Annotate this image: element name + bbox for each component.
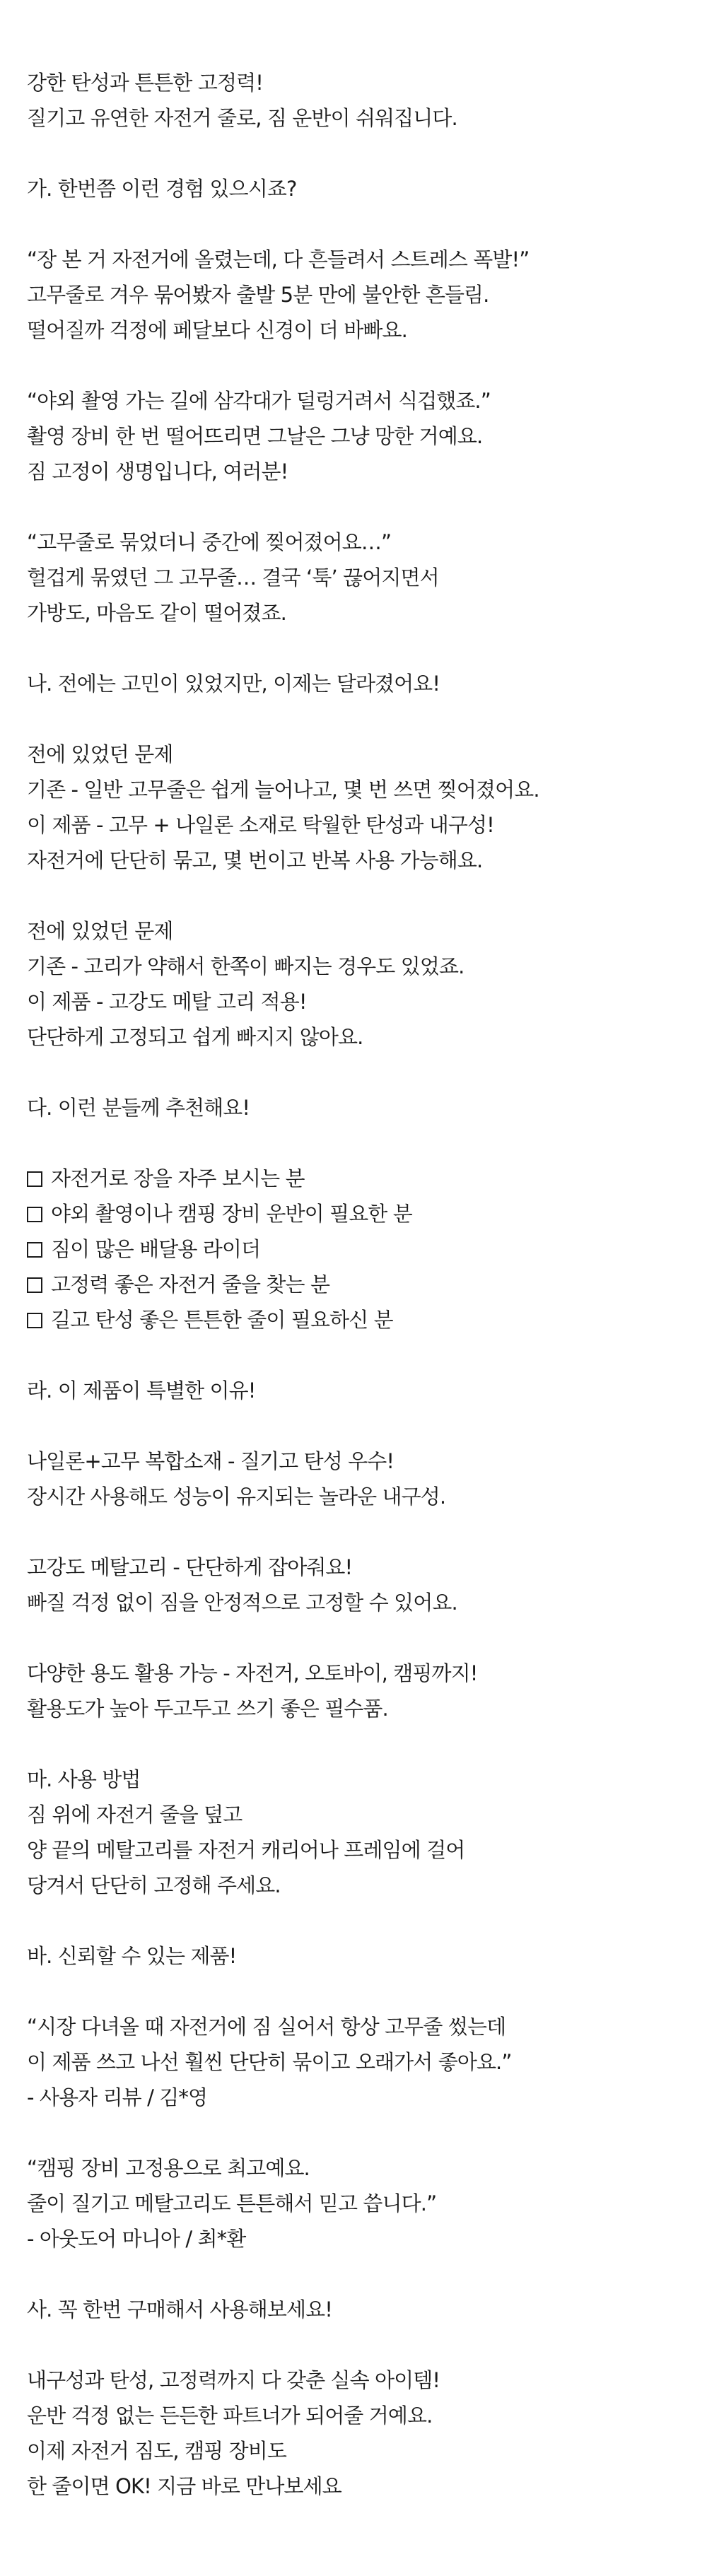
- problem-before: 기존 - 일반 고무줄은 쉽게 늘어나고, 몇 번 쓰면 찢어졌어요.: [27, 778, 539, 802]
- checkbox-icon: [27, 1277, 42, 1293]
- section-ba-heading: 바. 신뢰할 수 있는 제품!: [27, 1944, 237, 1968]
- intro-headline: 강한 탄성과 튼튼한 고정력!: [27, 71, 263, 95]
- quote-line: 짐 고정이 생명입니다, 여러분!: [27, 459, 288, 484]
- review-text: 줄이 질기고 메탈고리도 튼튼해서 믿고 씁니다.”: [27, 2191, 437, 2215]
- checkbox-icon: [27, 1207, 42, 1222]
- review-1: [27, 2009, 707, 2115]
- checklist-item: [27, 1161, 707, 1196]
- checkbox-icon: [27, 1313, 42, 1328]
- intro-block: [27, 65, 707, 136]
- checklist-item: [27, 1267, 707, 1302]
- closing-line: 운반 걱정 없는 든든한 파트너가 되어줄 거예요.: [27, 2404, 433, 2428]
- section-ga-heading-block: [27, 171, 707, 206]
- review-author: - 사용자 리뷰 / 김*영: [27, 2085, 208, 2109]
- quote-line: 헐겁게 묶였던 그 고무줄… 결국 ‘툭’ 끊어지면서: [27, 566, 439, 590]
- quote-line: “장 본 거 자전거에 올렸는데, 다 흔들려서 스트레스 폭발!”: [27, 247, 530, 271]
- review-2: [27, 2150, 707, 2256]
- problem-after: 이 제품 - 고무 + 나일론 소재로 탁월한 탄성과 내구성!: [27, 813, 494, 837]
- section-ma-heading: 마. 사용 방법: [27, 1767, 141, 1791]
- section-ga-heading: 가. 한번쯤 이런 경험 있으시죠?: [27, 177, 297, 201]
- checklist-item-label: 야외 촬영이나 캠핑 장비 운반이 필요한 분: [51, 1202, 412, 1226]
- section-ra-heading-block: [27, 1373, 707, 1408]
- problem-label: 전에 있었던 문제: [27, 742, 173, 766]
- quote-line: 고무줄로 겨우 묶어봤자 출발 5분 만에 불안한 흔들림.: [27, 283, 489, 307]
- experience-quote-3: [27, 525, 707, 631]
- closing-block: [27, 2363, 707, 2504]
- section-da-heading: 다. 이런 분들께 추천해요!: [27, 1096, 250, 1120]
- problem-block-1: [27, 737, 707, 878]
- closing-line: 내구성과 탄성, 고정력까지 다 갖춘 실속 아이템!: [27, 2368, 440, 2392]
- checkbox-icon: [27, 1171, 42, 1187]
- checklist-item-label: 자전거로 장을 자주 보시는 분: [51, 1166, 305, 1190]
- section-da-heading-block: [27, 1090, 707, 1125]
- feature-detail: 활용도가 높아 두고두고 쓰기 좋은 필수품.: [27, 1697, 388, 1721]
- checklist-item-label: 짐이 많은 배달용 라이더: [51, 1237, 261, 1261]
- feature-title: 다양한 용도 활용 가능 - 자전거, 오토바이, 캠핑까지!: [27, 1661, 478, 1685]
- problem-block-2: [27, 913, 707, 1055]
- experience-quote-1: [27, 242, 707, 348]
- checklist-item-label: 길고 탄성 좋은 튼튼한 줄이 필요하신 분: [51, 1308, 393, 1332]
- closing-line: 이제 자전거 짐도, 캠핑 장비도: [27, 2439, 286, 2463]
- review-text: “캠핑 장비 고정용으로 최고예요.: [27, 2156, 310, 2180]
- usage-block: [27, 1762, 707, 1903]
- checklist-item: [27, 1196, 707, 1231]
- section-sa-heading-block: [27, 2292, 707, 2327]
- experience-quote-2: [27, 383, 707, 489]
- checklist-item: [27, 1302, 707, 1337]
- feature-detail: 장시간 사용해도 성능이 유지되는 놀라운 내구성.: [27, 1485, 446, 1509]
- quote-line: 떨어질까 걱정에 페달보다 신경이 더 바빠요.: [27, 318, 407, 342]
- feature-point-2: [27, 1550, 707, 1620]
- feature-detail: 빠질 걱정 없이 짐을 안정적으로 고정할 수 있어요.: [27, 1591, 457, 1615]
- problem-label: 전에 있었던 문제: [27, 919, 173, 943]
- usage-step: 짐 위에 자전거 줄을 덮고: [27, 1803, 243, 1827]
- section-sa-heading: 사. 꼭 한번 구매해서 사용해보세요!: [27, 2297, 332, 2322]
- checkbox-icon: [27, 1242, 42, 1258]
- feature-point-1: [27, 1444, 707, 1514]
- feature-title: 나일론+고무 복합소재 - 질기고 탄성 우수!: [27, 1449, 395, 1473]
- section-ra-heading: 라. 이 제품이 특별한 이유!: [27, 1378, 256, 1403]
- review-author: - 아웃도어 마니아 / 최*환: [27, 2227, 246, 2251]
- feature-point-3: [27, 1656, 707, 1726]
- problem-detail: 자전거에 단단히 묶고, 몇 번이고 반복 사용 가능해요.: [27, 848, 483, 872]
- closing-line: 한 줄이면 OK! 지금 바로 만나보세요: [27, 2474, 341, 2498]
- problem-after: 이 제품 - 고강도 메탈 고리 적용!: [27, 990, 307, 1014]
- usage-step: 당겨서 단단히 고정해 주세요.: [27, 1873, 281, 1897]
- section-ba-heading-block: [27, 1938, 707, 1974]
- problem-detail: 단단하게 고정되고 쉽게 빠지지 않아요.: [27, 1025, 363, 1049]
- usage-step: 양 끝의 메탈고리를 자전거 캐리어나 프레임에 걸어: [27, 1838, 465, 1862]
- quote-line: 촬영 장비 한 번 떨어뜨리면 그날은 그냥 망한 거예요.: [27, 424, 483, 448]
- review-text: 이 제품 쓰고 나선 훨씬 단단히 묶이고 오래가서 좋아요.”: [27, 2050, 512, 2074]
- checklist-item-label: 고정력 좋은 자전거 줄을 찾는 분: [51, 1272, 330, 1296]
- section-na-heading: 나. 전에는 고민이 있었지만, 이제는 달라졌어요!: [27, 672, 440, 696]
- review-text: “시장 다녀올 때 자전거에 짐 실어서 항상 고무줄 썼는데: [27, 2015, 506, 2039]
- quote-line: 가방도, 마음도 같이 떨어졌죠.: [27, 601, 286, 625]
- intro-subline: 질기고 유연한 자전거 줄로, 짐 운반이 쉬워집니다.: [27, 106, 457, 130]
- problem-before: 기존 - 고리가 약해서 한쪽이 빠지는 경우도 있었죠.: [27, 954, 464, 978]
- checklist-item: [27, 1231, 707, 1267]
- quote-line: “고무줄로 묶었더니 중간에 찢어졌어요…”: [27, 530, 392, 554]
- recommend-checklist: [27, 1161, 707, 1337]
- feature-title: 고강도 메탈고리 - 단단하게 잡아줘요!: [27, 1555, 353, 1579]
- section-na-heading-block: [27, 666, 707, 701]
- quote-line: “야외 촬영 가는 길에 삼각대가 덜렁거려서 식겁했죠.”: [27, 389, 491, 413]
